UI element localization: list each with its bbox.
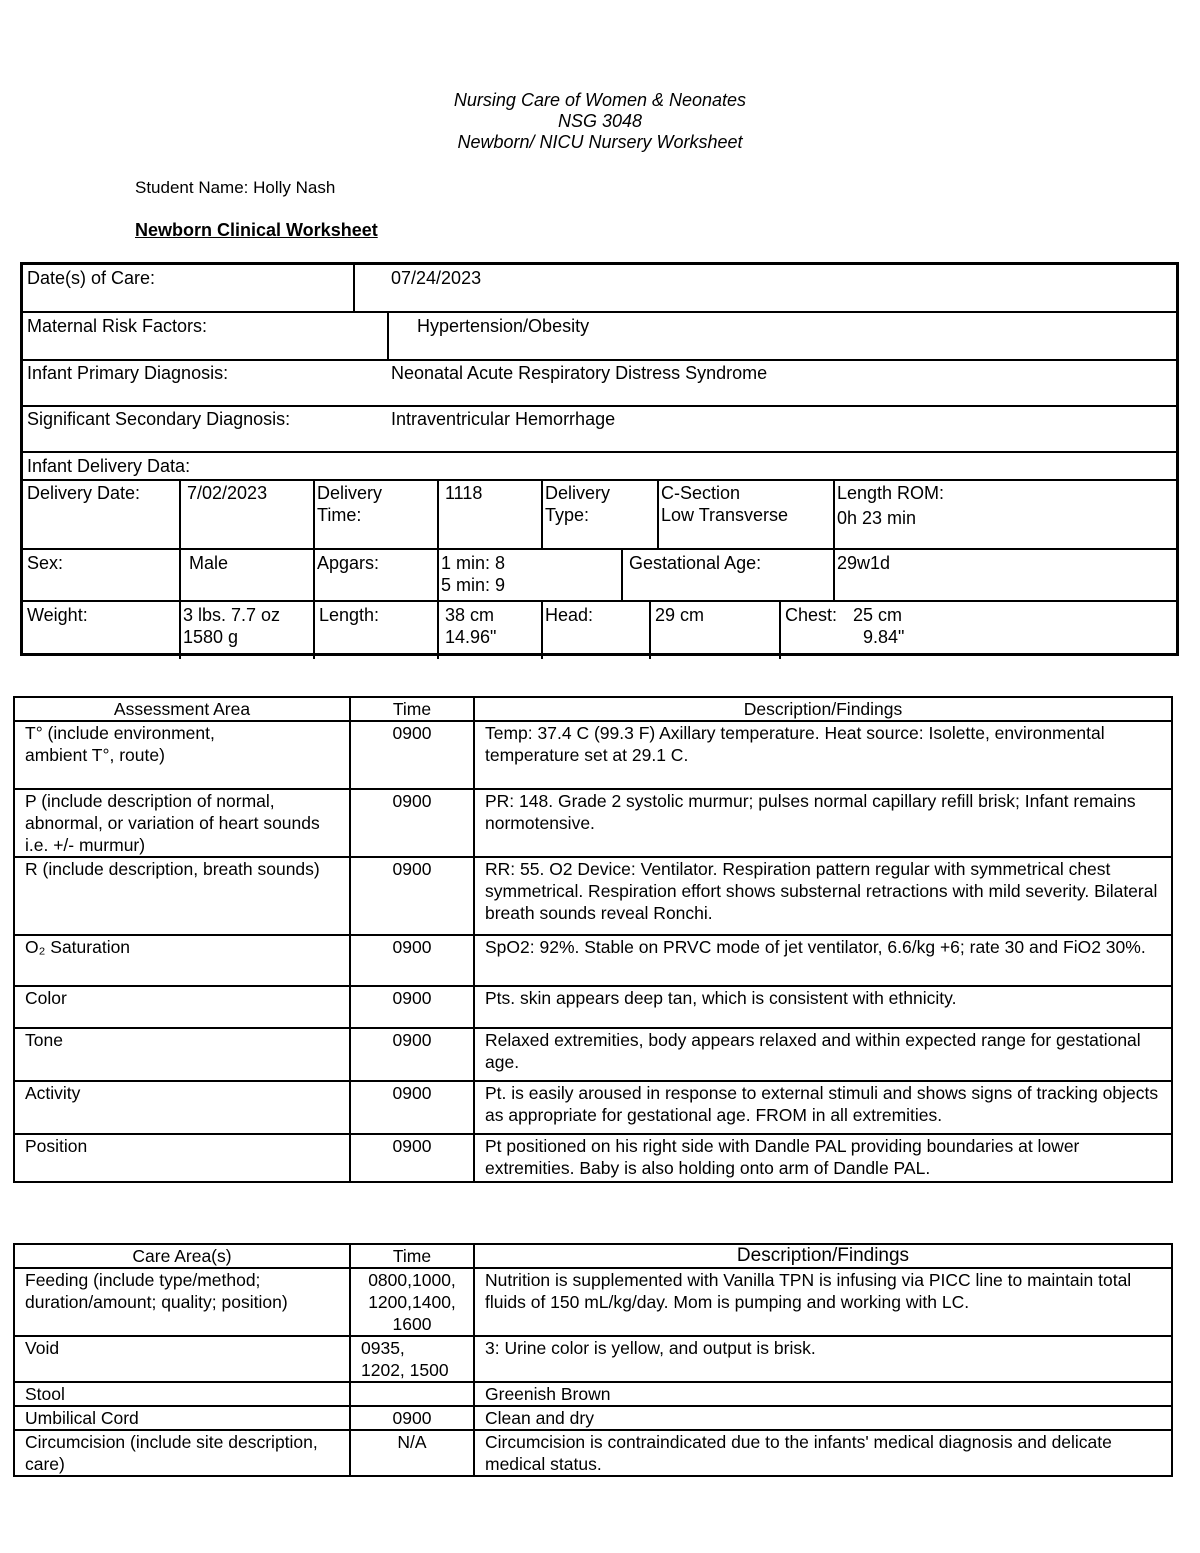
assessment-time: 0900 [350,935,474,986]
assessment-time: 0900 [350,1134,474,1182]
length-label: Length: [319,605,380,625]
care-time: 0935, 1202, 1500 [350,1336,474,1382]
primary-diagnosis-value: Neonatal Acute Respiratory Distress Syndrome [391,363,768,383]
assessment-findings: Pt. is easily aroused in response to external stimuli and shows signs of tracking objects as appropriate for gestational age. FROM in all extremities. [474,1081,1172,1134]
care-findings: Greenish Brown [474,1382,1172,1406]
delivery-date-value: 7/02/2023 [187,483,268,503]
table-row [14,1430,1172,1476]
care-findings: Circumcision is contraindicated due to the infants' medical diagnosis and delicate medical status. [474,1430,1172,1476]
delivery-data-label: Infant Delivery Data: [27,456,191,476]
table-row [14,1081,1172,1134]
dates-of-care-value: 07/24/2023 [391,268,482,288]
care-area: Stool [14,1382,350,1406]
care-area: Circumcision (include site description, care) [14,1430,350,1476]
course-title: Nursing Care of Women & Neonates [453,90,747,110]
care-area-header: Care Area(s) [14,1244,350,1268]
assessment-area-header: Assessment Area [14,697,350,721]
care-time: 0800,1000, 1200,1400, 1600 [350,1268,474,1336]
assessment-findings: PR: 148. Grade 2 systolic murmur; pulses normal capillary refill brisk; Infant remains normotensive. [474,789,1172,857]
weight-value: 3 lbs. 7.7 oz 1580 g [183,605,281,647]
table-header-row [14,1244,1172,1268]
assessment-findings: RR: 55. O2 Device: Ventilator. Respiration pattern regular with symmetrical chest symmetrical. Respiration effort shows substernal retractions with mild severity. Bilateral breath sounds reveal Ronchi. [474,857,1172,935]
newborn-info-box [20,262,1179,656]
primary-diagnosis-label: Infant Primary Diagnosis: [27,363,229,383]
maternal-risk-value: Hypertension/Obesity [417,316,590,336]
care-findings: Clean and dry [474,1406,1172,1430]
assessment-table [13,696,1173,1183]
weight-label: Weight: [27,605,88,625]
apgars-value: 1 min: 8 5 min: 9 [441,553,506,595]
student-name: Student Name: Holly Nash [135,178,336,197]
care-time: N/A [350,1430,474,1476]
delivery-type-label: Delivery Type: [545,483,611,525]
table-row [14,1268,1172,1336]
assessment-findings: Temp: 37.4 C (99.3 F) Axillary temperature. Heat source: Isolette, environmental temperature set at 29.1 C. [474,721,1172,789]
care-area: Umbilical Cord [14,1406,350,1430]
apgars-label: Apgars: [317,553,380,573]
delivery-type-value: C-Section Low Transverse [661,483,789,525]
table-row [14,986,1172,1028]
table-row [14,1028,1172,1081]
table-row [14,857,1172,935]
table-header-row [14,697,1172,721]
secondary-diagnosis-label: Significant Secondary Diagnosis: [27,409,291,429]
care-findings: Nutrition is supplemented with Vanilla TPN is infusing via PICC line to maintain total fluids of 150 mL/kg/day. Mom is pumping and working with LC. [474,1268,1172,1336]
assessment-time: 0900 [350,1028,474,1081]
assessment-time: 0900 [350,721,474,789]
assessment-area: Activity [14,1081,350,1134]
time-header: Time [350,1244,474,1268]
findings-header: Description/Findings [474,1244,1172,1268]
table-row [14,721,1172,789]
findings-header: Description/Findings [474,697,1172,721]
length-rom-label: Length ROM: [837,483,945,503]
table-row [14,935,1172,986]
chest-value: 25 cm 9.84" [853,605,905,647]
gestational-age-value: 29w1d [837,553,891,573]
head-value: 29 cm [655,605,705,625]
care-area: Feeding (include type/method; duration/amount; quality; position) [14,1268,350,1336]
sex-value: Male [189,553,229,573]
delivery-date-label: Delivery Date: [27,483,141,503]
care-table [13,1243,1173,1477]
length-value: 38 cm 14.96" [445,605,497,647]
table-row [14,1134,1172,1182]
sex-label: Sex: [27,553,64,573]
assessment-time: 0900 [350,789,474,857]
course-code: NSG 3048 [557,111,643,131]
page-title: Newborn Clinical Worksheet [135,220,378,240]
assessment-area: P (include description of normal, abnormal, or variation of heart sounds i.e. +/- murmur) [14,789,350,857]
delivery-time-label: Delivery Time: [317,483,383,525]
assessment-area: R (include description, breath sounds) [14,857,350,935]
gestational-age-label: Gestational Age: [629,553,762,573]
time-header: Time [350,697,474,721]
worksheet-title: Newborn/ NICU Nursery Worksheet [457,132,743,152]
head-label: Head: [545,605,594,625]
assessment-area: Color [14,986,350,1028]
assessment-time: 0900 [350,1081,474,1134]
assessment-area: Tone [14,1028,350,1081]
secondary-diagnosis-value: Intraventricular Hemorrhage [391,409,616,429]
assessment-area: Position [14,1134,350,1182]
care-area: Void [14,1336,350,1382]
chest-label: Chest: [785,605,838,625]
maternal-risk-label: Maternal Risk Factors: [27,316,208,336]
dates-of-care-label: Date(s) of Care: [27,268,156,288]
assessment-findings: SpO2: 92%. Stable on PRVC mode of jet ventilator, 6.6/kg +6; rate 30 and FiO2 30%. [474,935,1172,986]
assessment-area: T° (include environment, ambient T°, route) [14,721,350,789]
delivery-time-value: 1118 [445,483,483,503]
care-findings: 3: Urine color is yellow, and output is brisk. [474,1336,1172,1382]
assessment-findings: Pt positioned on his right side with Dandle PAL providing boundaries at lower extremities. Baby is also holding onto arm of Dandle PAL. [474,1134,1172,1182]
assessment-findings: Pts. skin appears deep tan, which is consistent with ethnicity. [474,986,1172,1028]
length-rom-value: 0h 23 min [837,508,917,528]
assessment-time: 0900 [350,986,474,1028]
care-time [350,1382,474,1406]
assessment-area: O₂ Saturation [14,935,350,986]
table-row [14,1406,1172,1430]
table-row [14,1336,1172,1382]
assessment-findings: Relaxed extremities, body appears relaxed and within expected range for gestational age. [474,1028,1172,1081]
table-row [14,789,1172,857]
care-time: 0900 [350,1406,474,1430]
assessment-time: 0900 [350,857,474,935]
table-row [14,1382,1172,1406]
